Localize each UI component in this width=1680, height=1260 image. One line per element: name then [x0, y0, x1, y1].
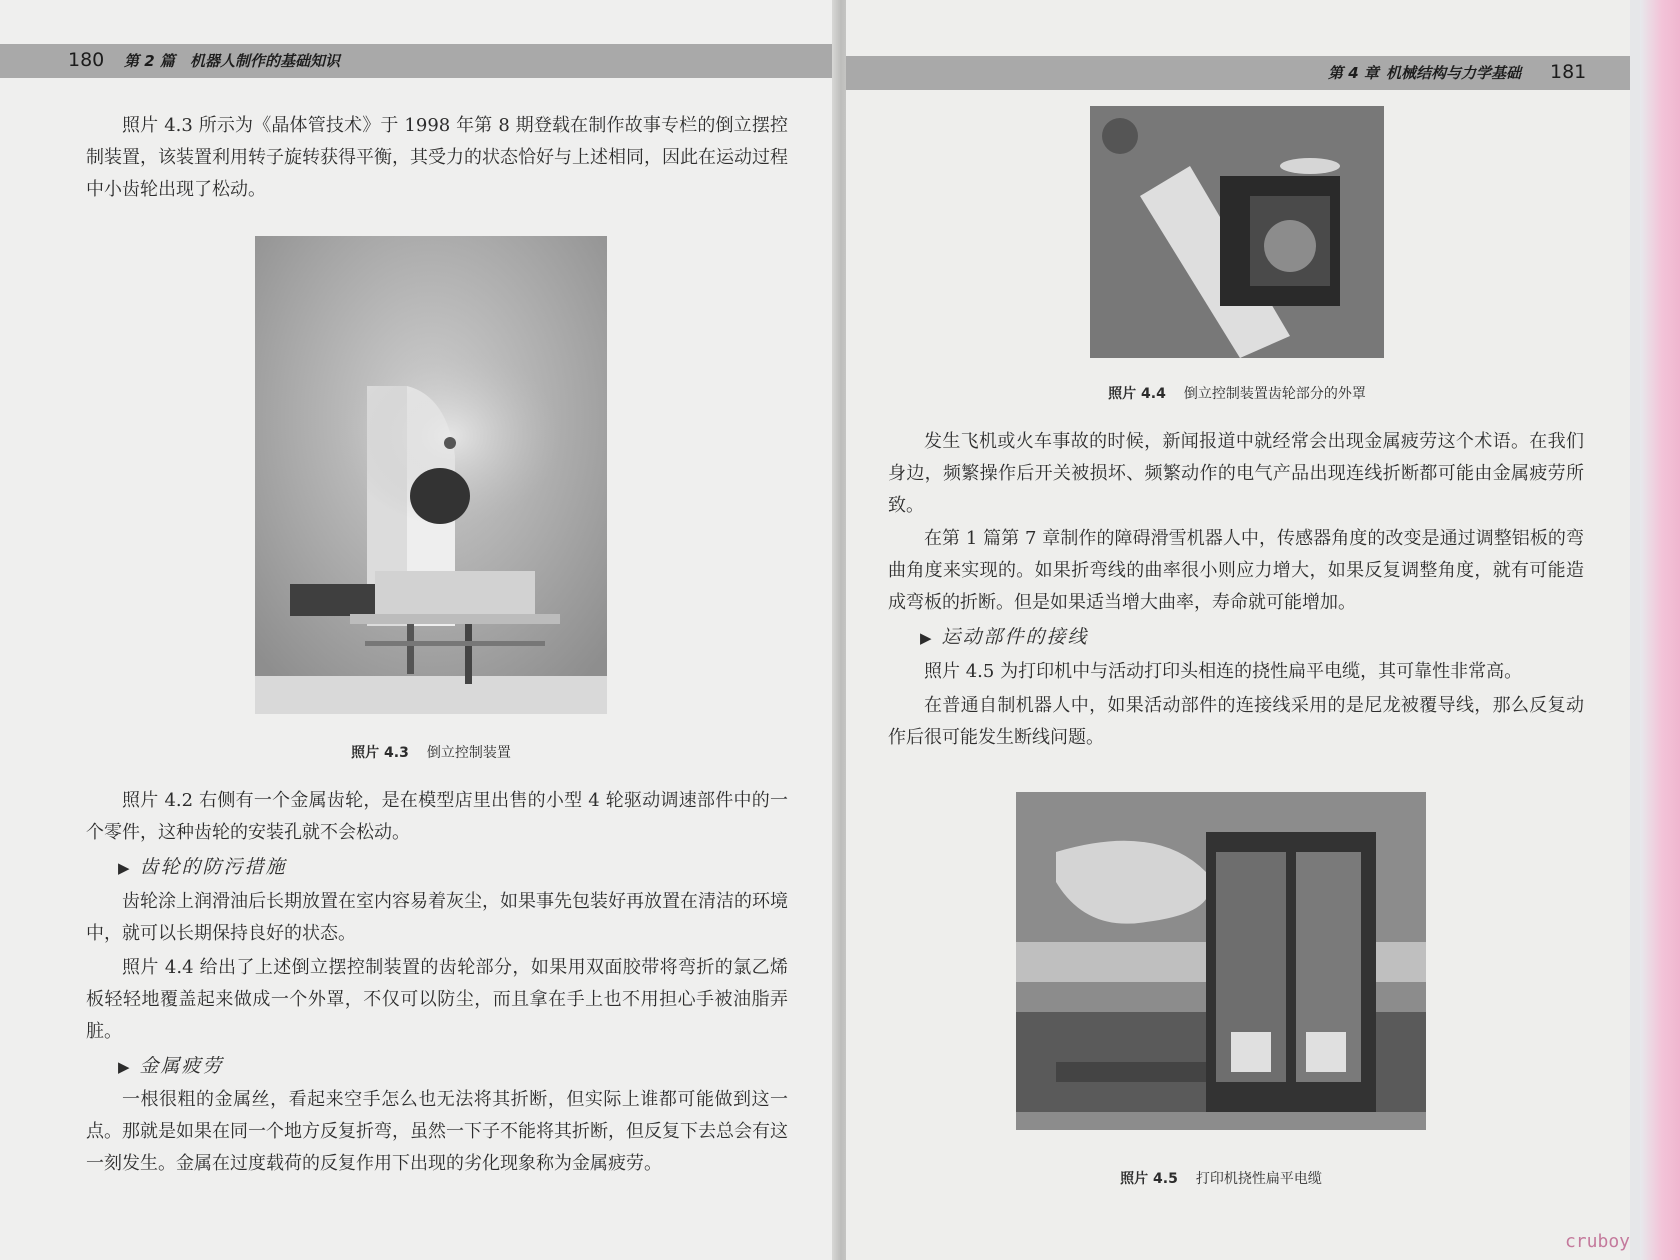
watermark-text: cruboy — [1564, 1231, 1630, 1252]
photo-4-3-caption — [255, 742, 607, 762]
left-page-header — [0, 44, 838, 78]
heading-moving-parts-wiring-text: 运动部件的接线 — [941, 626, 1089, 648]
photo-4-4-caption — [1090, 383, 1384, 403]
left-paragraph-4: 照片 4.4 给出了上述倒立摆控制装置的齿轮部分，如果用双面胶带将弯折的氯乙烯板轻轻地覆盖起来做成一个外罩，不仅可以防尘，而且拿在手上也不用担心手被油脂弄脏。 — [86, 957, 788, 1042]
left-page — [0, 0, 838, 1260]
photo-4-3-caption-text: 倒立控制装置 — [426, 745, 511, 761]
photo-4-4-caption-text: 倒立控制装置齿轮部分的外罩 — [1183, 386, 1366, 402]
heading-moving-parts-wiring — [920, 622, 1089, 649]
right-chapter-title: 机械结构与力学基础 — [1386, 64, 1522, 82]
heading-metal-fatigue-text: 金属疲劳 — [139, 1055, 224, 1077]
left-part-title: 机器人制作的基础知识 — [190, 52, 341, 70]
photo-4-4-caption-label: 照片 4.4 — [1108, 386, 1166, 402]
photo-4-3-inverted-pendulum — [255, 236, 607, 714]
triangle-marker-icon: ▶ — [118, 859, 132, 877]
photo-4-5-caption-text: 打印机挠性扁平电缆 — [1195, 1171, 1322, 1187]
photo-4-3-caption-label: 照片 4.3 — [351, 745, 409, 761]
heading-gear-antifouling — [118, 852, 287, 879]
right-paragraph-4: 在普通自制机器人中，如果活动部件的连接线采用的是尼龙被覆导线，那么反复动作后很可能发生断线问题。 — [888, 695, 1584, 748]
left-paragraph-1: 照片 4.3 所示为《晶体管技术》于 1998 年第 8 期登载在制作故事专栏的倒立摆控制装置，该装置利用转子旋转获得平衡，其受力的状态恰好与上述相同，因此在运动过程中小齿轮出现了松动。 — [86, 115, 788, 200]
left-paragraph-2: 照片 4.2 右侧有一个金属齿轮，是在模型店里出售的小型 4 轮驱动调速部件中的一个零件，这种齿轮的安装孔就不会松动。 — [86, 790, 788, 843]
right-page — [846, 0, 1630, 1260]
photo-4-4-gear-cover — [1090, 106, 1384, 358]
right-page-header — [846, 56, 1630, 90]
triangle-marker-icon: ▶ — [920, 629, 934, 647]
left-paragraph-5: 一根很粗的金属丝，看起来空手怎么也无法将其折断，但实际上谁都可能做到这一点。那就是如果在同一个地方反复折弯，虽然一下子不能将其折断，但反复下去总会有这一刻发生。金属在过度载荷的反复作用下出现的劣化现象称为金属疲劳。 — [86, 1089, 788, 1174]
right-paragraph-1: 发生飞机或火车事故的时候，新闻报道中就经常会出现金属疲劳这个术语。在我们身边，频繁操作后开关被损坏、频繁动作的电气产品出现连线折断都可能由金属疲劳所致。 — [888, 431, 1584, 516]
right-page-number: 181 — [1550, 61, 1587, 83]
pendulum-device-illustration — [255, 236, 607, 714]
heading-metal-fatigue — [118, 1051, 224, 1078]
right-chapter-label: 第 4 章 — [1328, 64, 1379, 82]
photo-4-5-caption-label: 照片 4.5 — [1120, 1171, 1178, 1187]
background-edge — [1640, 0, 1680, 1260]
left-page-number: 180 — [68, 49, 105, 71]
photo-4-5-printer-cable — [1016, 792, 1426, 1130]
printer-cable-illustration — [1016, 792, 1426, 1130]
triangle-marker-icon: ▶ — [118, 1058, 132, 1076]
right-paragraph-2: 在第 1 篇第 7 章制作的障碍滑雪机器人中，传感器角度的改变是通过调整铝板的弯曲角度来实现的。如果折弯线的曲率很小则应力增大，如果反复调整角度，就有可能造成弯板的折断。但是如果适当增大曲率，寿命就可能增加。 — [888, 528, 1584, 613]
photo-4-5-caption — [1016, 1168, 1426, 1188]
heading-gear-antifouling-text: 齿轮的防污措施 — [139, 856, 287, 878]
gear-cover-illustration — [1090, 106, 1384, 358]
right-paragraph-3: 照片 4.5 为打印机中与活动打印头相连的挠性扁平电缆，其可靠性非常高。 — [924, 661, 1523, 682]
left-part-label: 第 2 篇 — [124, 52, 175, 70]
left-paragraph-3: 齿轮涂上润滑油后长期放置在室内容易着灰尘，如果事先包装好再放置在清洁的环境中，就可以长期保持良好的状态。 — [86, 891, 788, 944]
